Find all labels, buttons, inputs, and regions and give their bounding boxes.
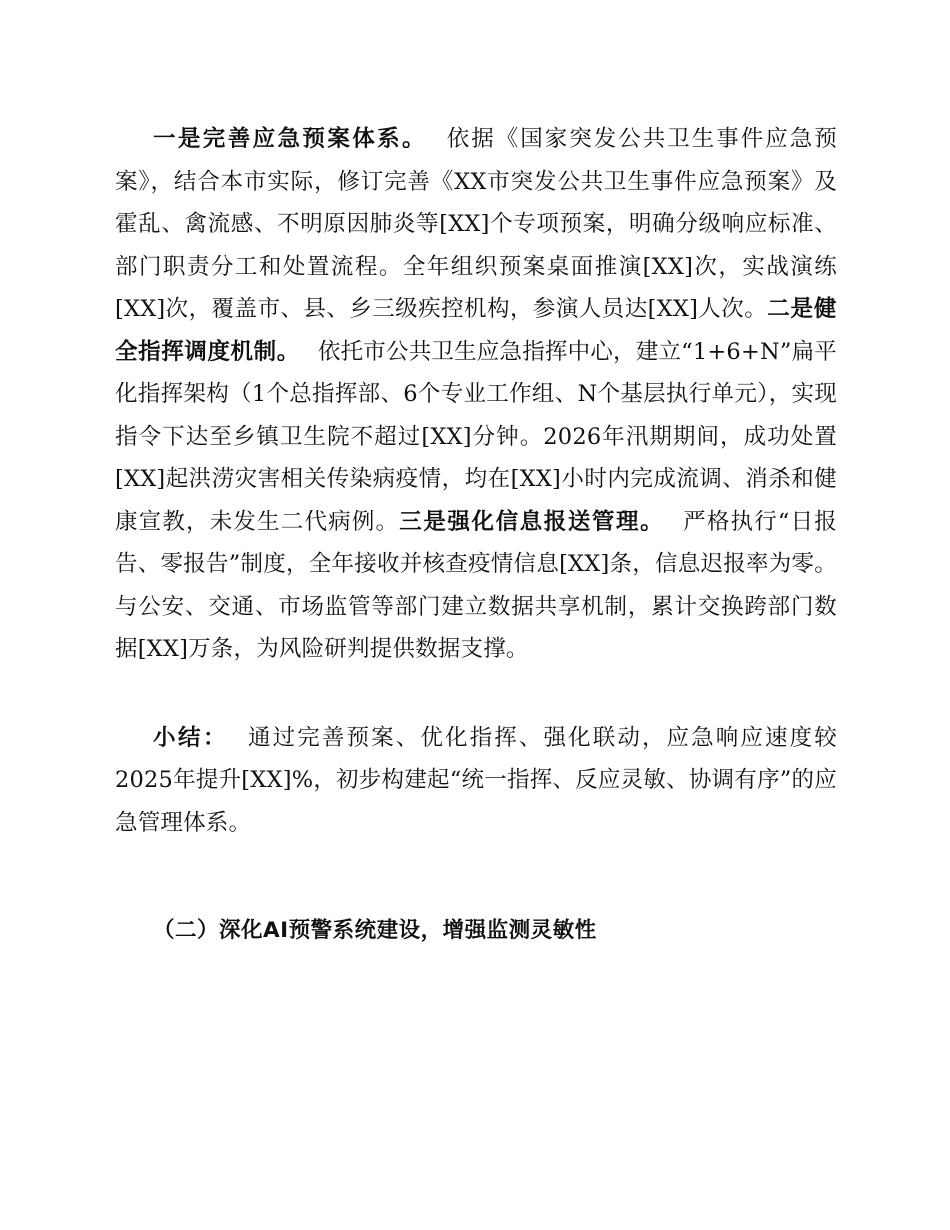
point-3-text: 严格执行“日报告、零报告”制度，全年接收并核查疫情信息[XX]条，信息迟报率为零。与公安、交通、市场监管等部门建立数据共享机制，累计交换跨部门数据[XX]万条，为风险研判提供数据支撑。 xyxy=(115,508,837,662)
summary-paragraph xyxy=(115,717,837,845)
summary-text: 通过完善预案、优化指挥、强化联动，应急响应速度较2025年提升[XX]%，初步构建起“统一指挥、反应灵敏、协调有序”的应急管理体系。 xyxy=(115,724,837,836)
point-2-text: 依托市公共卫生应急指挥中心，建立“1+6+N”扁平化指挥架构（1个总指挥部、6个专业工作组、N个基层执行单元），实现指令下达至乡镇卫生院不超过[XX]分钟。2026年汛期期间，成功处置[XX]起洪涝灾害相关传染病疫情，均在[XX]小时内完成流调、消杀和健康宣教，未发生二代病例。 xyxy=(115,338,837,535)
point-1-heading: 一是完善应急预案体系。 xyxy=(153,126,427,152)
point-2-heading: 二是健全指挥调度机制。 xyxy=(115,296,837,365)
point-3-heading: 三是强化信息报送管理。 xyxy=(399,508,665,535)
section-heading: （二）深化AI预警系统建设，增强监测灵敏性 xyxy=(153,918,597,943)
summary-label: 小结： xyxy=(153,724,229,751)
point-1-text: 依据《国家突发公共卫生事件应急预案》，结合本市实际，修订完善《XX市突发公共卫生事件应急预案》及霍乱、禽流感、不明原因肺炎等[XX]个专项预案，明确分级响应标准、部门职责分工和处置流程。全年组织预案桌面推演[XX]次，实战演练[XX]次，覆盖市、县、乡三级疾控机构，参演人员达[XX]人次。 xyxy=(115,126,837,322)
work-measures-paragraph xyxy=(115,118,837,671)
document-body xyxy=(115,118,837,952)
